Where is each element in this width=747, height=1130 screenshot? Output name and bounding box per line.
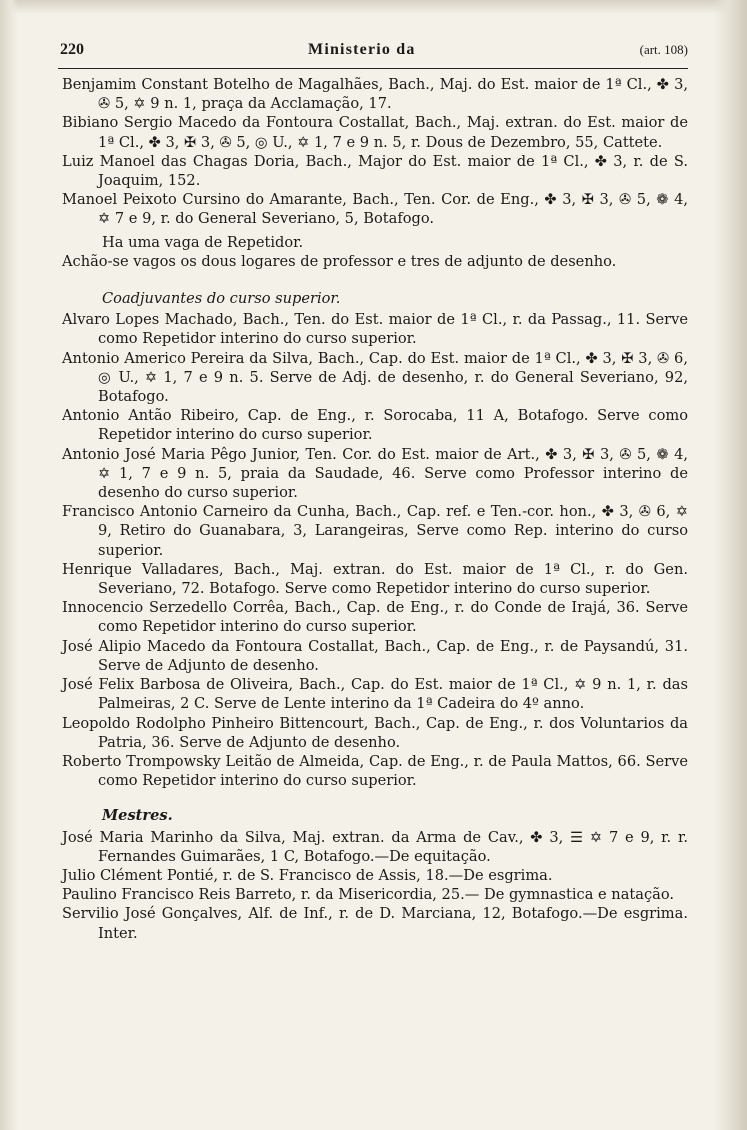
coadjuvante-entry: Leopoldo Rodolpho Pinheiro Bittencourt, Bach., Cap. de Eng., r. dos Voluntarios da Patria, 36. Serve de Adjunto de desenho. [62, 714, 688, 751]
coadjuvante-entry: Antonio José Maria Pêgo Junior, Ten. Cor. do Est. maior de Art., ✤ 3, ✠ 3, ✇ 5, ❁ 4, ✡ 1, 7 e 9 n. 5, praia da Saudade, 46. Serve como Professor interino de desenho do curso superior. [62, 445, 688, 502]
faculty-entry: Manoel Peixoto Cursino do Amarante, Bach., Ten. Cor. de Eng., ✤ 3, ✠ 3, ✇ 5, ❁ 4, ✡ 7 e 9, r. do General Severiano, 5, Botafogo. [62, 191, 688, 228]
vacancy-note-professor: Achão-se vagos os dous logares de professor e tres de adjunto de desenho. [62, 252, 617, 270]
page-edge-shadow-right [713, 0, 747, 1130]
coadjuvante-entry: Alvaro Lopes Machado, Bach., Ten. do Est. maior de 1ª Cl., r. da Passag., 11. Serve como Repetidor interino do curso superior. [62, 311, 688, 348]
running-title: Ministerio da [308, 41, 416, 58]
page-edge-shadow-left [0, 0, 18, 1130]
coadjuvante-entry: José Alipio Macedo da Fontoura Costallat, Bach., Cap. de Eng., r. de Paysandú, 31. Serve de Adjunto de desenho. [62, 637, 688, 674]
mestre-entry: Servilio José Gonçalves, Alf. de Inf., r. de D. Marciana, 12, Botafogo.—De esgrima. Inter. [62, 905, 688, 942]
faculty-entry: Luiz Manoel das Chagas Doria, Bach., Major do Est. maior de 1ª Cl., ✤ 3, r. de S. Joaquim, 152. [62, 152, 688, 190]
vacancy-note-repetidor: Ha uma vaga de Repetidor. [102, 233, 304, 251]
coadjuvante-entry: Roberto Trompowsky Leitão de Almeida, Cap. de Eng., r. de Paula Mattos, 66. Serve como Repetidor interino do curso superior. [62, 752, 688, 790]
coadjuvante-entry: Henrique Valladares, Bach., Maj. extran. do Est. maior de 1ª Cl., r. do Gen. Severiano, 72. Botafogo. Serve como Repetidor interino do curso superior. [62, 560, 688, 598]
section-heading-coadjuvantes: Coadjuvantes do curso superior. [102, 290, 341, 308]
coadjuvante-entry: José Felix Barbosa de Oliveira, Bach., Cap. do Est. maior de 1ª Cl., ✡ 9 n. 1, r. das Palmeiras, 2 C. Serve de Lente interino da 1ª Cadeira do 4º anno. [62, 676, 688, 713]
header-rule [58, 68, 688, 69]
mestre-entry: Julio Clément Pontié, r. de S. Francisco de Assis, 18.—De esgrima. [62, 866, 553, 884]
page-content [62, 40, 688, 943]
running-header [60, 40, 688, 66]
mestre-entry: Paulino Francisco Reis Barreto, r. da Misericordia, 25.— De gymnastica e natação. [62, 886, 675, 904]
faculty-entry: Bibiano Sergio Macedo da Fontoura Costallat, Bach., Maj. extran. do Est. maior de 1ª Cl., ✤ 3, ✠ 3, ✇ 5, ◎ U., ✡ 1, 7 e 9 n. 5, r. Dous de Dezembro, 55, Cattete. [62, 114, 688, 151]
coadjuvante-entry: Innocencio Serzedello Corrêa, Bach., Cap. de Eng., r. do Conde de Irajá, 36. Serve como Repetidor interino do curso superior. [62, 599, 688, 636]
coadjuvante-entry: Francisco Antonio Carneiro da Cunha, Bach., Cap. ref. e Ten.-cor. hon., ✤ 3, ✇ 6, ✡ 9, Retiro do Guanabara, 3, Larangeiras, Serve como Rep. interino do curso superior. [62, 503, 688, 559]
page-edge-shadow-top [0, 0, 747, 14]
section-heading-mestres: Mestres. [102, 807, 173, 825]
faculty-entry: Benjamim Constant Botelho de Magalhães, Bach., Maj. do Est. maior de 1ª Cl., ✤ 3, ✇ 5, ✡ 9 n. 1, praça da Acclamação, 17. [62, 76, 688, 113]
mestre-entry: José Maria Marinho da Silva, Maj. extran. da Arma de Cav., ✤ 3, ☰ ✡ 7 e 9, r. r. Fernandes Guimarães, 1 C, Botafogo.—De equitação. [62, 828, 688, 865]
article-reference: (art. 108) [639, 42, 688, 57]
coadjuvante-entry: Antonio Americo Pereira da Silva, Bach., Cap. do Est. maior de 1ª Cl., ✤ 3, ✠ 3, ✇ 6, ◎ U., ✡ 1, 7 e 9 n. 5. Serve de Adj. de desenho, r. do General Severiano, 92, Botafogo. [62, 349, 688, 406]
coadjuvante-entry: Antonio Antão Ribeiro, Cap. de Eng., r. Sorocaba, 11 A, Botafogo. Serve como Repetidor interino do curso superior. [62, 407, 688, 444]
page-number: 220 [60, 41, 84, 58]
